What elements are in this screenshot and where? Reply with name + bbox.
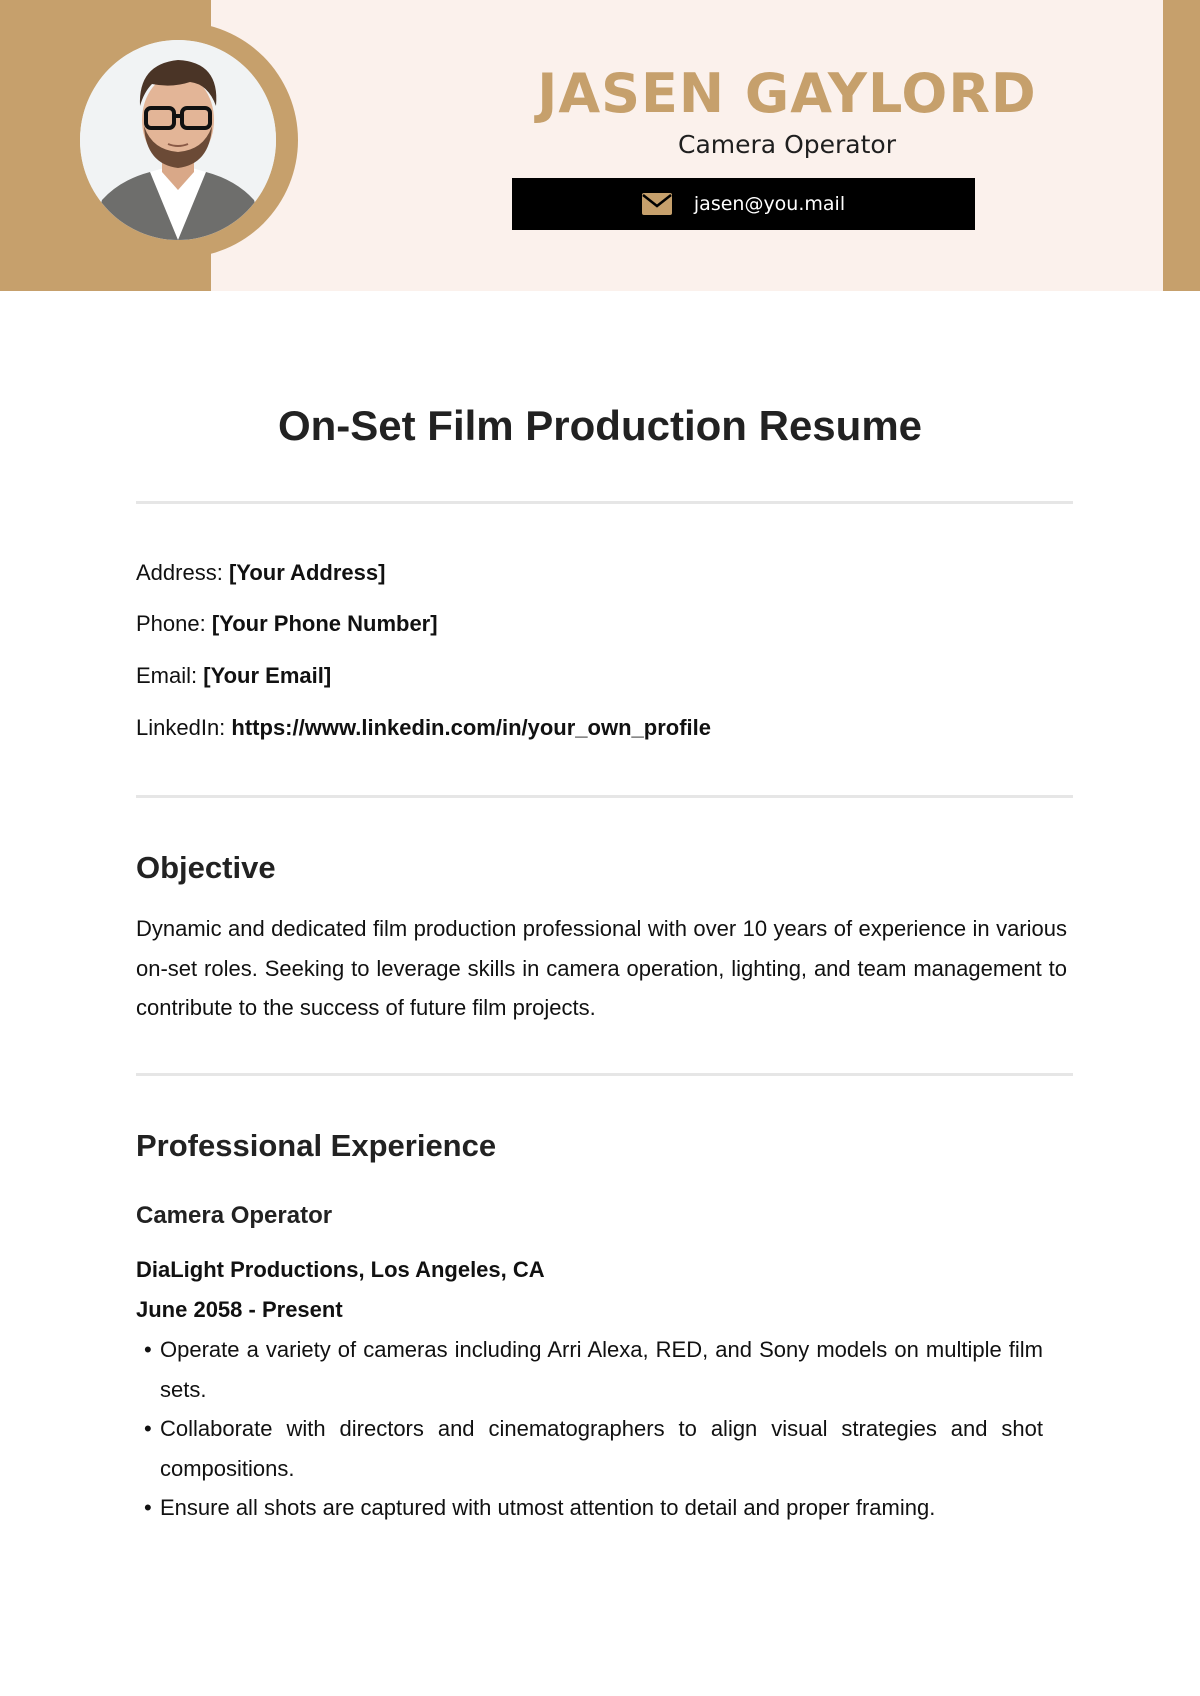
objective-text: Dynamic and dedicated film production professional with over 10 years of experience in various on-set roles. Seeking to leverage skills in camera operation, lighting, and team management to contribute to the success of future film projects.: [136, 916, 1067, 1020]
bullet-icon: •: [144, 1337, 152, 1362]
job-responsibilities: [140, 1330, 1043, 1528]
contact-email: [136, 661, 331, 691]
bullet-text: Ensure all shots are captured with utmost attention to detail and proper framing.: [160, 1495, 936, 1520]
portrait-illustration: [80, 40, 276, 240]
header-email-bar[interactable]: [512, 178, 975, 230]
contact-label: Phone:: [136, 611, 206, 636]
list-item: [140, 1330, 1043, 1409]
contact-phone: [136, 609, 438, 639]
contact-value: [Your Email]: [203, 663, 332, 688]
candidate-name: JASEN GAYLORD: [537, 62, 1037, 125]
document-title: On-Set Film Production Resume: [277, 402, 923, 449]
contact-label: Address:: [136, 560, 223, 585]
bullet-text: Operate a variety of cameras including Arri Alexa, RED, and Sony models on multiple film sets.: [160, 1337, 1043, 1402]
bullet-icon: •: [144, 1495, 152, 1520]
header-accent-right: [1163, 0, 1200, 291]
objective-heading: Objective: [136, 850, 276, 885]
divider: [136, 501, 1073, 504]
header-band: [0, 0, 1200, 291]
job-company: DiaLight Productions, Los Angeles, CA: [136, 1257, 545, 1282]
contact-address: [136, 558, 385, 588]
contact-linkedin: [136, 713, 711, 743]
envelope-icon: [642, 193, 672, 215]
linkedin-link[interactable]: https://www.linkedin.com/in/your_own_profile: [231, 715, 711, 740]
contact-label: LinkedIn:: [136, 715, 226, 740]
bullet-icon: •: [144, 1416, 152, 1441]
header-email[interactable]: jasen@you.mail: [693, 193, 846, 215]
contact-value: [Your Phone Number]: [211, 611, 438, 636]
job-dates: June 2058 - Present: [136, 1297, 343, 1322]
list-item: [140, 1409, 1043, 1488]
divider: [136, 1073, 1073, 1076]
contact-value: [Your Address]: [228, 560, 386, 585]
profile-photo: [80, 40, 276, 240]
list-item: [140, 1488, 1043, 1528]
divider: [136, 795, 1073, 798]
bullet-text: Collaborate with directors and cinematographers to align visual strategies and shot compositions.: [160, 1416, 1043, 1481]
contact-label: Email:: [136, 663, 198, 688]
job-title: Camera Operator: [136, 1202, 333, 1229]
candidate-role: Camera Operator: [678, 130, 896, 159]
experience-heading: Professional Experience: [136, 1128, 497, 1163]
